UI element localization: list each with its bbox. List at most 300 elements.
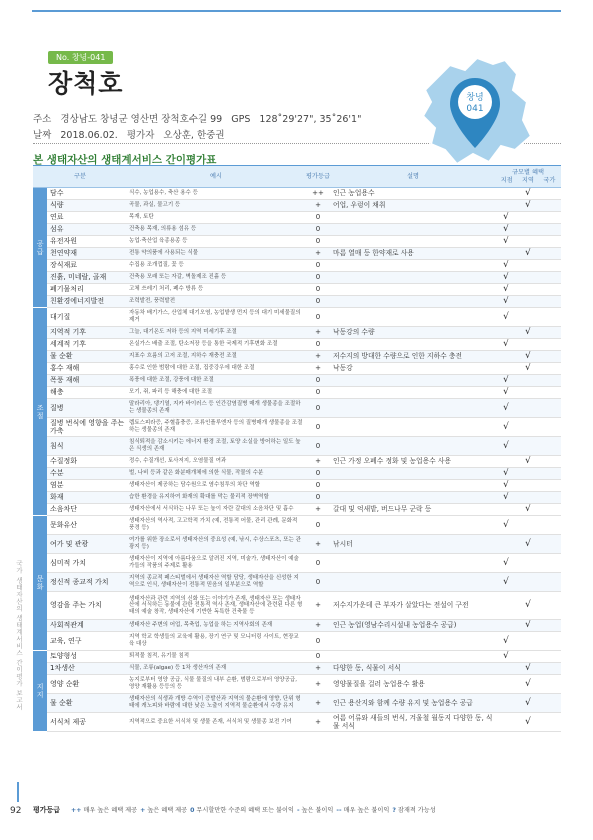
benefit-regional bbox=[517, 212, 539, 224]
table-row bbox=[33, 248, 561, 260]
table-row bbox=[33, 468, 561, 480]
benefit-local: √ bbox=[495, 651, 517, 663]
header-local: 지점 bbox=[500, 176, 513, 184]
benefit-national bbox=[539, 418, 561, 437]
category-cell bbox=[33, 651, 47, 732]
grade-value: 0 bbox=[305, 632, 331, 651]
service-name: 교육, 연구 bbox=[47, 632, 127, 651]
service-name: 폭풍 재해 bbox=[47, 375, 127, 387]
benefit-regional: √ bbox=[517, 363, 539, 375]
service-example: 생태자산이 지역에 아름다움으로 알려진 지역, 미술가, 생태자산이 예술가들의 작품의 주제로 활용 bbox=[127, 554, 305, 573]
service-description bbox=[331, 516, 495, 535]
table-row bbox=[33, 236, 561, 248]
benefit-national bbox=[539, 308, 561, 327]
grade-value: 0 bbox=[305, 480, 331, 492]
benefit-local: √ bbox=[495, 418, 517, 437]
legend-key: 0 bbox=[190, 807, 195, 814]
grade-value: + bbox=[305, 456, 331, 468]
service-description bbox=[331, 375, 495, 387]
legend-text: 높은 혜택 제공 bbox=[147, 807, 188, 814]
service-name: 화재 bbox=[47, 492, 127, 504]
benefit-local bbox=[495, 188, 517, 200]
grade-value: 0 bbox=[305, 375, 331, 387]
benefit-local: √ bbox=[495, 260, 517, 272]
legend-key: - bbox=[296, 807, 300, 814]
benefit-local bbox=[495, 675, 517, 694]
grade-value: + bbox=[305, 351, 331, 363]
table-row bbox=[33, 516, 561, 535]
table-row bbox=[33, 418, 561, 437]
table-row bbox=[33, 188, 561, 200]
section-title: 본 생태자산의 생태계서비스 간이평가표 bbox=[33, 154, 217, 166]
benefit-national bbox=[539, 663, 561, 675]
service-example: 지역의 종교적 페스티벌에서 생태자산 역할 담당, 생태자산을 신성한 지역으로 인식, 생태자산이 전통적 믿음의 일부분으로 역할 bbox=[127, 573, 305, 592]
benefit-national bbox=[539, 651, 561, 663]
page-title: 장척호 bbox=[48, 69, 124, 98]
benefit-regional: √ bbox=[517, 620, 539, 632]
benefit-local: √ bbox=[495, 492, 517, 504]
grade-value: + bbox=[305, 248, 331, 260]
grade-value: + bbox=[305, 327, 331, 339]
service-name: 섬유 bbox=[47, 224, 127, 236]
service-name: 침식 bbox=[47, 437, 127, 456]
grade-value: 0 bbox=[305, 516, 331, 535]
grade-value: 0 bbox=[305, 339, 331, 351]
benefit-regional: √ bbox=[517, 592, 539, 620]
service-name: 폐기물처리 bbox=[47, 284, 127, 296]
service-description: 저수지의 방대한 수량으로 인한 지하수 충전 bbox=[331, 351, 495, 363]
service-name: 토양형성 bbox=[47, 651, 127, 663]
benefit-national bbox=[539, 554, 561, 573]
grade-value: 0 bbox=[305, 296, 331, 308]
service-example: 렙토스피라증, 주혈흡충증, 조류인플루엔자 등의 질병매개 생물종을 조절하는 생물종의 존재 bbox=[127, 418, 305, 437]
category-label: 조절 bbox=[36, 403, 45, 420]
benefit-national bbox=[539, 713, 561, 732]
table-row bbox=[33, 504, 561, 516]
category-label: 공급 bbox=[36, 239, 45, 256]
benefit-regional bbox=[517, 492, 539, 504]
benefit-national bbox=[539, 573, 561, 592]
benefit-local bbox=[495, 504, 517, 516]
service-name: 정신적 종교적 가치 bbox=[47, 573, 127, 592]
benefit-regional: √ bbox=[517, 675, 539, 694]
benefit-regional bbox=[517, 554, 539, 573]
benefit-national bbox=[539, 363, 561, 375]
service-example: 지역 학교 학생들의 교육에 활용, 장기 연구 및 모니터링 사이트, 현장교육 대상 bbox=[127, 632, 305, 651]
benefit-national bbox=[539, 535, 561, 554]
benefit-local bbox=[495, 327, 517, 339]
service-example: 퇴적물 침적, 유기물 침적 bbox=[127, 651, 305, 663]
service-example: 자동차 배기가스, 산업체 대기오염, 농업밭생 먼지 등의 대기 미세물질의 제거 bbox=[127, 308, 305, 327]
grade-value: 0 bbox=[305, 224, 331, 236]
service-example: 지역적으로 중요한 서식처 및 생물 존재, 서식처 및 생물종 보전 기여 bbox=[127, 713, 305, 732]
benefit-regional bbox=[517, 632, 539, 651]
benefit-local: √ bbox=[495, 573, 517, 592]
top-rule bbox=[32, 10, 561, 12]
service-example: 말라리아, 댕기열, 지카 바이러스 등 인간감염질병 매개 생물종을 조절하는 생물종의 존재 bbox=[127, 399, 305, 418]
benefit-regional: √ bbox=[517, 456, 539, 468]
service-example: 벌, 나비 등과 같은 화분매개체에 의한 식물, 작물의 수분 bbox=[127, 468, 305, 480]
benefit-regional: √ bbox=[517, 713, 539, 732]
table-row bbox=[33, 375, 561, 387]
header-example: 예시 bbox=[127, 166, 305, 188]
benefit-local bbox=[495, 694, 517, 713]
service-description bbox=[331, 632, 495, 651]
service-example: 정수, 수질개선, 토사저지, 오염물질 여과 bbox=[127, 456, 305, 468]
service-name: 영양 순환 bbox=[47, 675, 127, 694]
benefit-local: √ bbox=[495, 212, 517, 224]
benefit-national bbox=[539, 516, 561, 535]
benefit-regional: √ bbox=[517, 327, 539, 339]
benefit-local: √ bbox=[495, 387, 517, 399]
service-example: 생태자산에서 서식하는 나무 또는 높이 자란 갈대의 소음차단 및 흡수 bbox=[127, 504, 305, 516]
benefit-national bbox=[539, 592, 561, 620]
legend-text: 잠재적 가능성 bbox=[397, 807, 436, 814]
grade-value: + bbox=[305, 363, 331, 375]
header-regional: 지역 bbox=[522, 176, 534, 184]
benefit-regional: √ bbox=[517, 351, 539, 363]
service-name: 지역적 기후 bbox=[47, 327, 127, 339]
table-row bbox=[33, 339, 561, 351]
service-example: 전통 약의품에 사용되는 식물 bbox=[127, 248, 305, 260]
service-description bbox=[331, 554, 495, 573]
benefit-national bbox=[539, 456, 561, 468]
service-example: 조력발전, 풍력발전 bbox=[127, 296, 305, 308]
service-name: 대기질 bbox=[47, 308, 127, 327]
grade-value: 0 bbox=[305, 573, 331, 592]
address-value: 경상남도 창녕군 영산면 장척호수길 99 bbox=[60, 114, 223, 125]
table-row bbox=[33, 387, 561, 399]
service-example: 폭풍에 대한 조절, 강풍에 대한 조절 bbox=[127, 375, 305, 387]
table-row bbox=[33, 327, 561, 339]
benefit-national bbox=[539, 236, 561, 248]
benefit-regional bbox=[517, 339, 539, 351]
service-example: 모기, 쥐, 파리 등 해충에 대한 조절 bbox=[127, 387, 305, 399]
service-example: 곡물, 과실, 물고기 등 bbox=[127, 200, 305, 212]
service-name: 1차생산 bbox=[47, 663, 127, 675]
service-name: 염분 bbox=[47, 480, 127, 492]
benefit-regional bbox=[517, 375, 539, 387]
pin-label-1: 창녕 bbox=[466, 93, 484, 103]
table-row bbox=[33, 632, 561, 651]
benefit-national bbox=[539, 260, 561, 272]
benefit-regional bbox=[517, 418, 539, 437]
legend-text: 무시할만한 수준의 혜택 또는 불이익 bbox=[196, 807, 294, 814]
table-row bbox=[33, 554, 561, 573]
benefit-national bbox=[539, 375, 561, 387]
service-example: 농지로부터 영양 공급, 식물 물질의 내부 순환, 범람으로부터 영양공급, 영양 재활용 등등의 등 bbox=[127, 675, 305, 694]
gps-value: 128˚29'27", 35˚26'1" bbox=[259, 114, 362, 125]
service-description bbox=[331, 308, 495, 327]
benefit-regional: √ bbox=[517, 200, 539, 212]
service-description: 어업, 우렁이 채취 bbox=[331, 200, 495, 212]
benefit-national bbox=[539, 399, 561, 418]
service-name: 심미적 가치 bbox=[47, 554, 127, 573]
benefit-regional: √ bbox=[517, 535, 539, 554]
service-name: 장식재료 bbox=[47, 260, 127, 272]
grade-value: 0 bbox=[305, 308, 331, 327]
grade-legend bbox=[33, 805, 436, 815]
benefit-regional bbox=[517, 308, 539, 327]
service-description: 인근 농업용수 bbox=[331, 188, 495, 200]
service-description bbox=[331, 236, 495, 248]
benefit-national bbox=[539, 504, 561, 516]
service-description bbox=[331, 260, 495, 272]
table-row bbox=[33, 272, 561, 284]
benefit-local bbox=[495, 592, 517, 620]
service-example: 생태자산이 제공하는 담수원으로 염수침투의 차단 역할 bbox=[127, 480, 305, 492]
service-description: 인근 가정 오폐수 정화 및 농업용수 사용 bbox=[331, 456, 495, 468]
service-example: 홍수로 인한 범람에 대한 조절, 집중강우에 대한 조절 bbox=[127, 363, 305, 375]
grade-value: 0 bbox=[305, 468, 331, 480]
benefit-local bbox=[495, 248, 517, 260]
date-line bbox=[33, 127, 231, 141]
service-name: 수질정화 bbox=[47, 456, 127, 468]
benefit-regional: √ bbox=[517, 504, 539, 516]
service-description bbox=[331, 339, 495, 351]
service-description bbox=[331, 272, 495, 284]
service-description: 여름 어류와 새들의 번식, 겨울철 월동지 다양한 동, 식물 서식 bbox=[331, 713, 495, 732]
service-description bbox=[331, 284, 495, 296]
benefit-local bbox=[495, 620, 517, 632]
legend-key: -- bbox=[336, 807, 342, 814]
legend-text: 매우 높은 혜택 제공 bbox=[83, 807, 138, 814]
table-row bbox=[33, 713, 561, 732]
grade-value: 0 bbox=[305, 399, 331, 418]
category-cell bbox=[33, 188, 47, 308]
table-body bbox=[33, 188, 561, 732]
benefit-regional bbox=[517, 516, 539, 535]
service-description: 갈대 및 억새밭, 버드나무 군락 등 bbox=[331, 504, 495, 516]
grade-value: 0 bbox=[305, 387, 331, 399]
service-name: 물 순환 bbox=[47, 694, 127, 713]
benefit-regional bbox=[517, 236, 539, 248]
benefit-national bbox=[539, 480, 561, 492]
service-example: 습한 환경을 유지하여 화재의 확대를 막는 물리적 장벽역할 bbox=[127, 492, 305, 504]
gps-label: GPS bbox=[231, 114, 251, 125]
service-example: 생태자산 주변의 어업, 목축업, 농업을 하는 지역사회의 존재 bbox=[127, 620, 305, 632]
benefit-national bbox=[539, 675, 561, 694]
service-description: 마름 열매 등 한약재로 사용 bbox=[331, 248, 495, 260]
benefit-local bbox=[495, 663, 517, 675]
benefit-national bbox=[539, 492, 561, 504]
grade-value: + bbox=[305, 620, 331, 632]
service-name: 유전자원 bbox=[47, 236, 127, 248]
service-name: 해충 bbox=[47, 387, 127, 399]
date-label: 날짜 bbox=[33, 130, 52, 141]
service-name: 진흙, 미네랄, 골재 bbox=[47, 272, 127, 284]
service-example: 농업·축산업 육종용종 등 bbox=[127, 236, 305, 248]
table-row bbox=[33, 363, 561, 375]
service-name: 식량 bbox=[47, 200, 127, 212]
table-row bbox=[33, 480, 561, 492]
pin-label-2: 041 bbox=[466, 104, 484, 114]
benefit-local: √ bbox=[495, 480, 517, 492]
table-row bbox=[33, 573, 561, 592]
service-example: 여가를 위한 장소로서 생태자산의 중요성 (예, 낚시, 수상스포츠, 또는 관광지 등) bbox=[127, 535, 305, 554]
service-example: 그늘, 대기온도 저하 등의 지역 미세기후 조절 bbox=[127, 327, 305, 339]
benefit-local: √ bbox=[495, 296, 517, 308]
service-description: 낙동강의 수량 bbox=[331, 327, 495, 339]
benefit-local: √ bbox=[495, 375, 517, 387]
category-cell bbox=[33, 516, 47, 651]
service-example: 건축용 모래 또는 자갈, 벽돌제조 진흙 등 bbox=[127, 272, 305, 284]
table-row bbox=[33, 284, 561, 296]
benefit-local: √ bbox=[495, 224, 517, 236]
service-description: 낙동강 bbox=[331, 363, 495, 375]
grade-value: + bbox=[305, 592, 331, 620]
header-scale bbox=[495, 166, 561, 188]
benefit-regional: √ bbox=[517, 663, 539, 675]
service-example: 지표수 흐름의 고저 조절, 지하수 재충전 조절 bbox=[127, 351, 305, 363]
grade-value: 0 bbox=[305, 418, 331, 437]
benefit-regional bbox=[517, 284, 539, 296]
benefit-regional bbox=[517, 296, 539, 308]
benefit-national bbox=[539, 437, 561, 456]
service-name: 연료 bbox=[47, 212, 127, 224]
benefit-local bbox=[495, 200, 517, 212]
site-badge: No. 창녕-041 bbox=[48, 51, 113, 64]
service-name: 질병 번식에 영향을 주는 가축 bbox=[47, 418, 127, 437]
benefit-national bbox=[539, 224, 561, 236]
service-name: 문화유산 bbox=[47, 516, 127, 535]
service-description: 낚시터 bbox=[331, 535, 495, 554]
benefit-national bbox=[539, 272, 561, 284]
service-example: 생태자산과 관련 지역의 신화 또는 이야기가 존재, 생태자산 또는 생태자산에 서식하는 동물에 관한 전통적 역사 존재, 생태자산에 관련된 다른 형태의 예술 창작, 생태자산에 기반한 독특한 건축물 등 bbox=[127, 592, 305, 620]
grade-value: + bbox=[305, 713, 331, 732]
service-name: 담수 bbox=[47, 188, 127, 200]
table-row bbox=[33, 592, 561, 620]
service-description bbox=[331, 480, 495, 492]
service-name: 영감을 주는 가치 bbox=[47, 592, 127, 620]
category-cell bbox=[33, 308, 47, 516]
service-description: 인근 용산지와 함께 수량 유지 및 농업용수 공급 bbox=[331, 694, 495, 713]
service-name: 여가 및 관광 bbox=[47, 535, 127, 554]
service-name: 사회적관계 bbox=[47, 620, 127, 632]
legend-label: 평가등급 bbox=[33, 806, 61, 814]
header-national: 국가 bbox=[543, 176, 556, 184]
benefit-national bbox=[539, 327, 561, 339]
grade-value: 0 bbox=[305, 651, 331, 663]
table-row bbox=[33, 296, 561, 308]
benefit-national bbox=[539, 296, 561, 308]
service-description bbox=[331, 468, 495, 480]
grade-value: 0 bbox=[305, 260, 331, 272]
service-example: 수집용 조개껍질, 꽃 등 bbox=[127, 260, 305, 272]
side-running-text: 국가 생태자산의 생태계서비스 간이평가 보고서 bbox=[15, 560, 23, 711]
benefit-regional bbox=[517, 272, 539, 284]
legend-key: + bbox=[140, 807, 146, 814]
legend-key: ? bbox=[392, 807, 396, 814]
benefit-local: √ bbox=[495, 236, 517, 248]
table-row bbox=[33, 675, 561, 694]
service-description bbox=[331, 651, 495, 663]
grade-value: ++ bbox=[305, 188, 331, 200]
service-example: 생태자산의 역사적, 고고학적 가치 (예, 전통적 어물, 관리 관례, 문화적 풍경 등) bbox=[127, 516, 305, 535]
date-value: 2018.06.02. bbox=[60, 130, 118, 141]
benefit-local: √ bbox=[495, 632, 517, 651]
service-name: 천연약재 bbox=[47, 248, 127, 260]
evaluator-label: 평가자 bbox=[126, 130, 155, 141]
benefit-regional bbox=[517, 224, 539, 236]
page-bar bbox=[17, 782, 19, 802]
benefit-national bbox=[539, 188, 561, 200]
benefit-national bbox=[539, 200, 561, 212]
service-name: 세계적 기후 bbox=[47, 339, 127, 351]
benefit-local: √ bbox=[495, 554, 517, 573]
address-line bbox=[33, 111, 367, 125]
benefit-national bbox=[539, 468, 561, 480]
service-example: 온실가스 배출 조절, 탄소저장 등을 통한 국제적 기후변화 조절 bbox=[127, 339, 305, 351]
service-name: 친환경에너지발전 bbox=[47, 296, 127, 308]
service-example: 건축용 목재, 의류용 섬유 등 bbox=[127, 224, 305, 236]
table-row bbox=[33, 437, 561, 456]
grade-value: 0 bbox=[305, 284, 331, 296]
benefit-regional bbox=[517, 260, 539, 272]
evaluator-value: 오상훈, 한중권 bbox=[163, 130, 225, 141]
benefit-national bbox=[539, 632, 561, 651]
service-example: 고체 쓰레기 처리, 폐수 방류 등 bbox=[127, 284, 305, 296]
grade-value: + bbox=[305, 675, 331, 694]
benefit-national bbox=[539, 248, 561, 260]
service-description bbox=[331, 492, 495, 504]
header-grade: 평가등급 bbox=[305, 166, 331, 188]
grade-value: + bbox=[305, 694, 331, 713]
service-name: 수분 bbox=[47, 468, 127, 480]
service-name: 소음차단 bbox=[47, 504, 127, 516]
grade-value: + bbox=[305, 504, 331, 516]
category-label: 지지 bbox=[36, 683, 45, 699]
service-description bbox=[331, 437, 495, 456]
table-row bbox=[33, 535, 561, 554]
table-row bbox=[33, 456, 561, 468]
service-example: 생태자산의 식생과 개방 수역이 증발산과 지역의 물순환에 영향, 단위 형태에 캐노피와 바람에 대한 낮은 노출이 지역적 물순환에서 수량 유지 bbox=[127, 694, 305, 713]
legend-text: 매우 높은 불이익 bbox=[343, 807, 390, 814]
benefit-local: √ bbox=[495, 468, 517, 480]
benefit-national bbox=[539, 387, 561, 399]
benefit-national bbox=[539, 284, 561, 296]
benefit-regional bbox=[517, 480, 539, 492]
table-row bbox=[33, 212, 561, 224]
category-label: 문화 bbox=[36, 575, 45, 591]
service-name: 물 순환 bbox=[47, 351, 127, 363]
service-name: 홍수 재해 bbox=[47, 363, 127, 375]
grade-value: 0 bbox=[305, 272, 331, 284]
benefit-regional bbox=[517, 399, 539, 418]
benefit-local bbox=[495, 535, 517, 554]
service-description: 영양물질을 걸러 농업용수 활용 bbox=[331, 675, 495, 694]
grade-value: 0 bbox=[305, 492, 331, 504]
table-row bbox=[33, 260, 561, 272]
service-example: 식물, 조류(algae) 등 1차 생산자의 존재 bbox=[127, 663, 305, 675]
service-description bbox=[331, 399, 495, 418]
page-number: 92 bbox=[10, 806, 22, 816]
legend-text: 높은 불이익 bbox=[301, 807, 334, 814]
service-description bbox=[331, 224, 495, 236]
service-example: 식수, 농업용수, 축산 용수 등 bbox=[127, 188, 305, 200]
service-description bbox=[331, 387, 495, 399]
legend-items bbox=[68, 807, 436, 814]
grade-value: 0 bbox=[305, 554, 331, 573]
header-desc: 설명 bbox=[331, 166, 495, 188]
benefit-regional: √ bbox=[517, 694, 539, 713]
evaluation-table bbox=[33, 165, 561, 732]
benefit-regional: √ bbox=[517, 188, 539, 200]
benefit-local: √ bbox=[495, 272, 517, 284]
benefit-local: √ bbox=[495, 399, 517, 418]
service-description bbox=[331, 418, 495, 437]
service-description bbox=[331, 573, 495, 592]
